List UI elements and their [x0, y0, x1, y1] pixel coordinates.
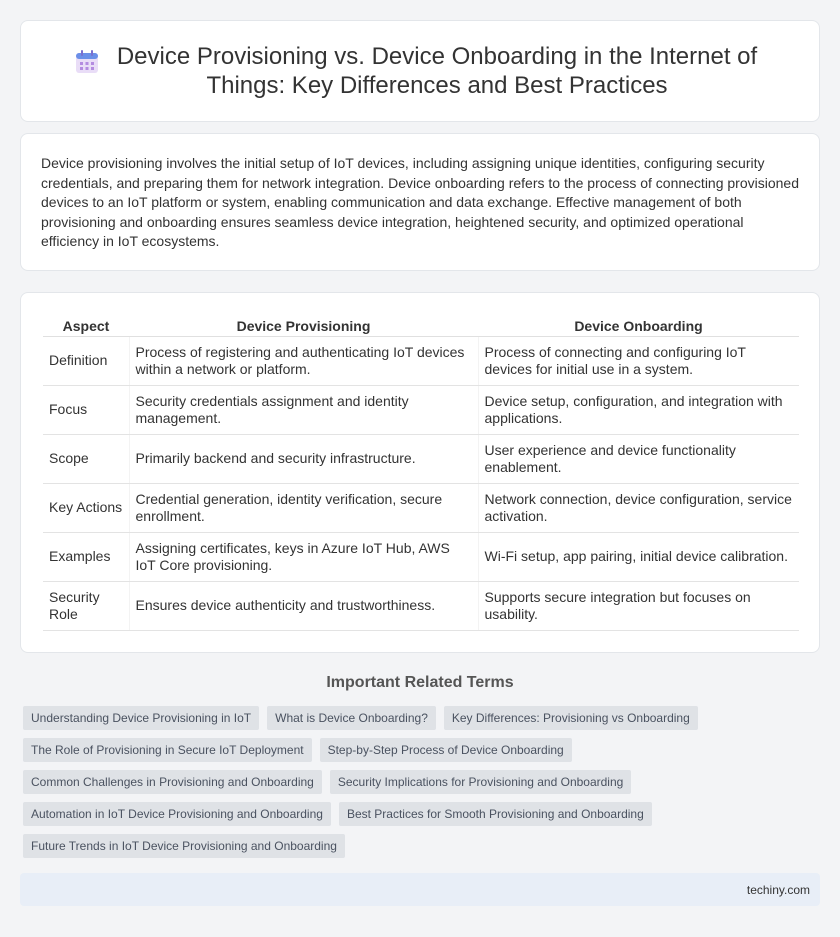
- provisioning-cell: Credential generation, identity verification, secure enrollment.: [129, 484, 478, 533]
- table-row: [43, 533, 799, 582]
- aspect-cell: Definition: [43, 337, 129, 386]
- tag-row: [23, 770, 803, 794]
- table-row: [43, 435, 799, 484]
- onboarding-cell: Device setup, configuration, and integration with applications.: [478, 386, 799, 435]
- column-header-provisioning: Device Provisioning: [129, 313, 478, 337]
- aspect-cell: Security Role: [43, 582, 129, 631]
- related-term-link[interactable]: Best Practices for Smooth Provisioning and Onboarding: [339, 802, 652, 826]
- intro-paragraph: Device provisioning involves the initial setup of IoT devices, including assigning unique identities, configuring security credentials, and preparing them for network integration. Device onboarding refers to the process of connecting provisioned devices to an IoT platform or system, enabling communication and data exchange. Effective management of both provisioning and onboarding ensures seamless device integration, heightened security, and optimized operational efficiency in IoT ecosystems.: [41, 155, 799, 250]
- onboarding-cell: User experience and device functionality enablement.: [478, 435, 799, 484]
- footer: [20, 873, 820, 906]
- calendar-icon: [73, 48, 101, 76]
- related-term-link[interactable]: Understanding Device Provisioning in IoT: [23, 706, 259, 730]
- onboarding-cell: Wi-Fi setup, app pairing, initial device calibration.: [478, 533, 799, 582]
- table-row: [43, 484, 799, 533]
- related-term-link[interactable]: Future Trends in IoT Device Provisioning and Onboarding: [23, 834, 345, 858]
- onboarding-cell: Supports secure integration but focuses on usability.: [478, 582, 799, 631]
- related-term-link[interactable]: The Role of Provisioning in Secure IoT Deployment: [23, 738, 312, 762]
- provisioning-cell: Primarily backend and security infrastructure.: [129, 435, 478, 484]
- related-term-link[interactable]: Common Challenges in Provisioning and Onboarding: [23, 770, 322, 794]
- tag-row: [23, 706, 803, 730]
- comparison-table: [43, 313, 799, 631]
- table-row: [43, 337, 799, 386]
- title-wrap: [60, 42, 780, 100]
- tag-row: [23, 738, 803, 762]
- comparison-table-card: [20, 292, 820, 653]
- table-header-row: [43, 313, 799, 337]
- page-title: Device Provisioning vs. Device Onboarding in the Internet of Things: Key Differences and Best Practices: [116, 43, 758, 99]
- related-terms-heading: Important Related Terms: [326, 674, 514, 691]
- provisioning-cell: Ensures device authenticity and trustworthiness.: [129, 582, 478, 631]
- aspect-cell: Focus: [43, 386, 129, 435]
- table-row: [43, 386, 799, 435]
- related-term-link[interactable]: What is Device Onboarding?: [267, 706, 436, 730]
- tag-row: [23, 802, 803, 826]
- intro-card: [20, 133, 820, 271]
- onboarding-cell: Network connection, device configuration, service activation.: [478, 484, 799, 533]
- aspect-cell: Key Actions: [43, 484, 129, 533]
- aspect-cell: Scope: [43, 435, 129, 484]
- related-term-link[interactable]: Step-by-Step Process of Device Onboarding: [320, 738, 572, 762]
- related-term-link[interactable]: Automation in IoT Device Provisioning and Onboarding: [23, 802, 331, 826]
- onboarding-cell: Process of connecting and configuring IoT devices for initial use in a system.: [478, 337, 799, 386]
- site-name: techiny.com: [746, 882, 810, 897]
- provisioning-cell: Security credentials assignment and identity management.: [129, 386, 478, 435]
- related-term-link[interactable]: Security Implications for Provisioning and Onboarding: [330, 770, 631, 794]
- aspect-cell: Examples: [43, 533, 129, 582]
- provisioning-cell: Assigning certificates, keys in Azure IoT Hub, AWS IoT Core provisioning.: [129, 533, 478, 582]
- title-card: [20, 20, 820, 122]
- related-term-link[interactable]: Key Differences: Provisioning vs Onboarding: [444, 706, 698, 730]
- column-header-aspect: Aspect: [43, 313, 129, 337]
- column-header-onboarding: Device Onboarding: [478, 313, 799, 337]
- provisioning-cell: Process of registering and authenticating IoT devices within a network or platform.: [129, 337, 478, 386]
- tag-row: [23, 834, 803, 858]
- table-row: [43, 582, 799, 631]
- related-terms-list: [23, 706, 803, 866]
